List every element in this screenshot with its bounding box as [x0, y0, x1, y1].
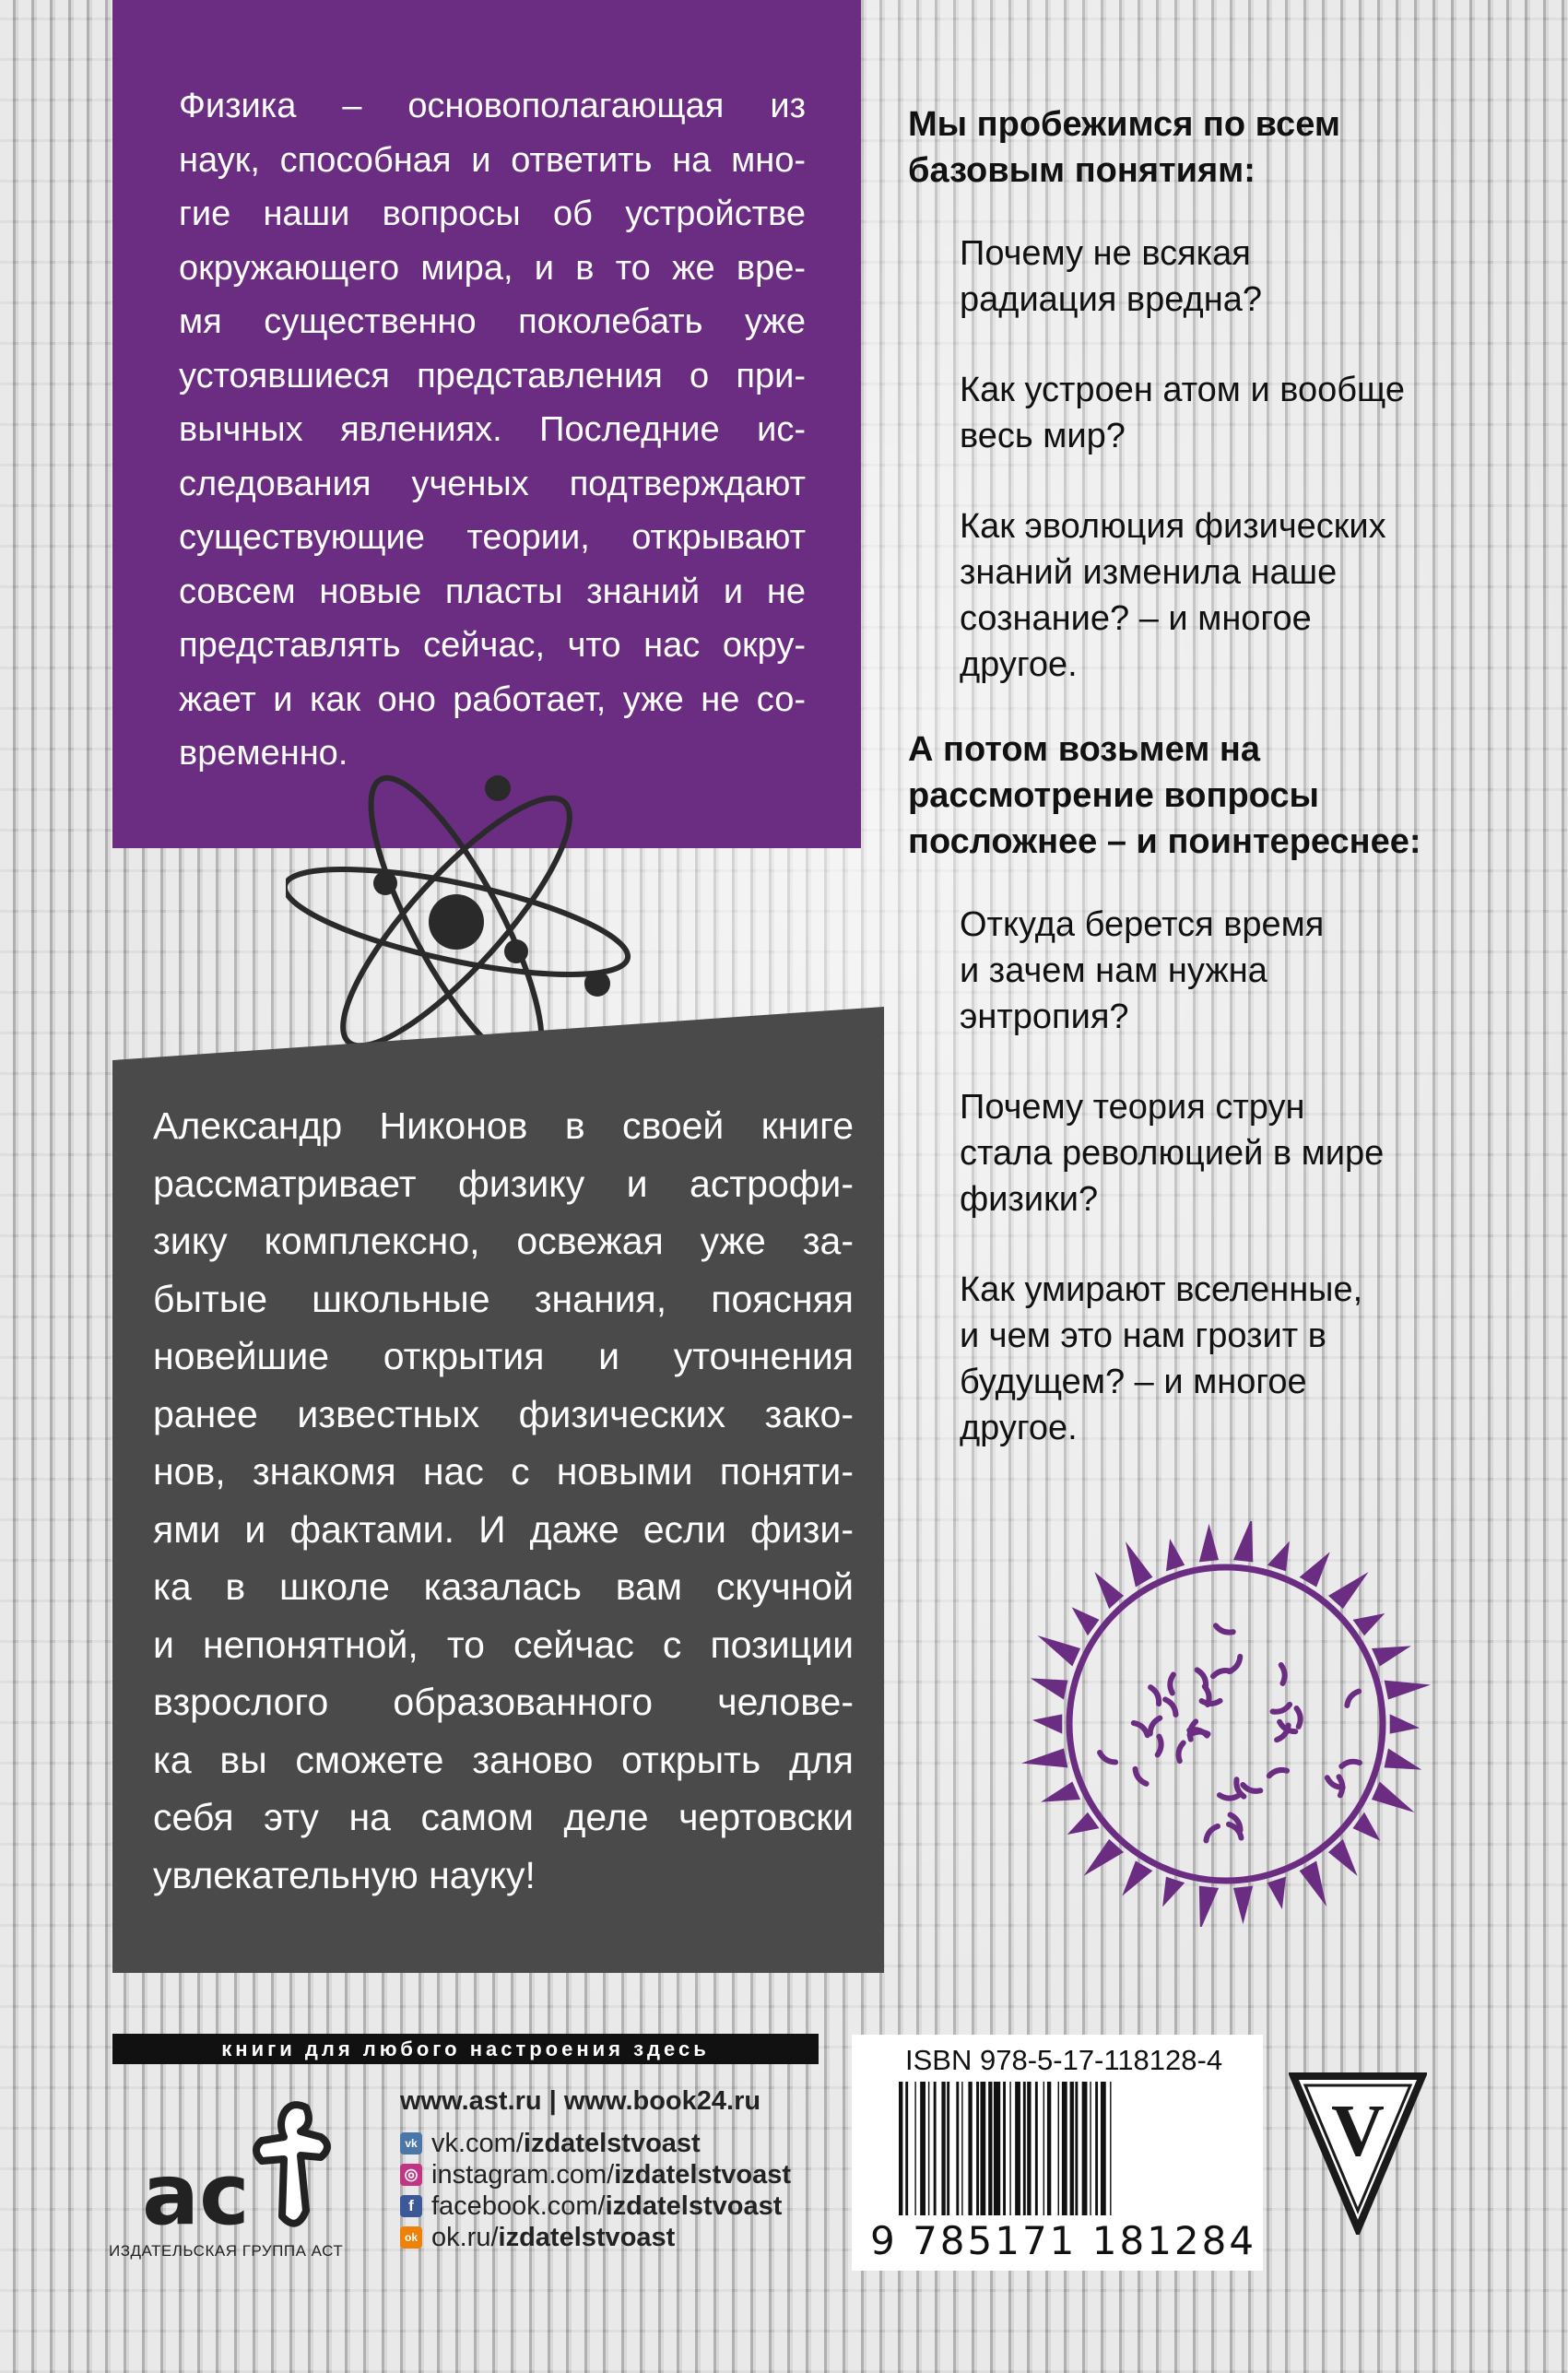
barcode-bar [1110, 2082, 1111, 2215]
barcode-bar [914, 2082, 915, 2215]
text-line: ка в школе казалась вам скучной [153, 1565, 854, 1608]
sun-squiggle [1100, 1753, 1115, 1762]
sun-ray [1300, 1552, 1330, 1587]
barcode-bar [1090, 2082, 1091, 2215]
sun-ray [1300, 1861, 1326, 1907]
sun-ray [1067, 1812, 1100, 1835]
text-line: вычных явлениях. Последние ис- [179, 410, 806, 449]
sun-ray [1032, 1714, 1062, 1733]
barcode-bar [1043, 2082, 1044, 2215]
social-link-handle: izdatelstvoast [523, 2129, 701, 2158]
barcode-bar [1047, 2082, 1051, 2215]
topics-heading-2: А потом возьмем на рассмотрение вопросы посложнее – и поинтереснее: [908, 730, 1421, 861]
isbn-number: ISBN 978-5-17-118128-4 [905, 2044, 1223, 2076]
text-line: представлять сейчас, что нас окру- [179, 626, 806, 665]
sun-ray [1267, 1541, 1290, 1572]
text-line: рассматривает физику и астрофи- [153, 1162, 854, 1205]
sun-ray [1233, 1521, 1253, 1562]
social-link[interactable] [400, 2159, 791, 2190]
text-line: наук, способная и ответить на мно- [179, 140, 806, 180]
barcode-icon [899, 2082, 1249, 2215]
text-line: ями и фактами. И даже если физи- [153, 1507, 854, 1551]
barcode-bar [994, 2082, 1000, 2215]
text-line: ранее известных физических зако- [153, 1392, 854, 1435]
sun-ray [1083, 1839, 1124, 1876]
question-item: Почему не всякая радиация вредна? [960, 234, 1262, 319]
sun-squiggle [1136, 1769, 1147, 1784]
barcode-bar [1027, 2082, 1031, 2215]
publisher-caption: ИЗДАТЕЛЬСКАЯ ГРУППА АСТ [109, 2242, 344, 2260]
barcode-bar [961, 2082, 962, 2215]
sun-squiggle [1273, 1705, 1291, 1712]
text-line: взрослого образованного челове- [153, 1681, 854, 1723]
text-line: окружающего мира, и в то же вре- [179, 248, 806, 288]
barcode-bar [905, 2082, 908, 2215]
topics-column [908, 101, 1553, 1495]
barcode-bar [1062, 2082, 1067, 2215]
sun-ray [1385, 1749, 1422, 1770]
sun-ray [1166, 1539, 1185, 1571]
vk-icon: vk [400, 2132, 422, 2155]
sun-squiggle [1150, 1718, 1161, 1734]
sun-squiggle [1178, 1742, 1183, 1761]
question-item: Как эволюция физических знаний изменила наше сознание? – и многое другое. [960, 507, 1386, 684]
atom-nucleus [429, 894, 484, 950]
sun-ray [1094, 1572, 1124, 1609]
barcode-bar [1035, 2082, 1038, 2215]
sun-ray [1372, 1646, 1411, 1666]
social-link-handle: izdatelstvoast [498, 2223, 676, 2252]
sun-ray [1199, 1524, 1219, 1563]
intro-paragraph [179, 79, 806, 781]
instagram-icon: ◎ [400, 2164, 422, 2186]
barcode-bar [956, 2082, 959, 2215]
barcode-bar [980, 2082, 985, 2215]
text-line: существующие теории, открывают [179, 518, 806, 557]
sun-ray [1385, 1681, 1431, 1700]
sun-squiggle [1158, 1737, 1161, 1755]
sun-ray [1021, 1749, 1067, 1768]
sun-squiggle [1269, 1770, 1287, 1776]
text-line: следования ученых подтверждают [179, 464, 806, 503]
barcode-bar [899, 2082, 902, 2215]
sun-squiggle [1134, 1723, 1148, 1735]
sun-ray [1037, 1635, 1080, 1667]
barcode-bar [1009, 2082, 1010, 2215]
sun-ray [1122, 1861, 1152, 1896]
sun-ray [1328, 1839, 1358, 1876]
text-line: увлекательную науку! [153, 1853, 536, 1896]
social-link[interactable] [400, 2222, 791, 2253]
text-line: и непонятной, то сейчас с позиции [153, 1623, 854, 1666]
question-item: Откуда берется время и зачем нам нужна энтропия? [960, 905, 1325, 1036]
text-line: Александр Никонов в своей книге [153, 1104, 854, 1147]
website-links[interactable]: www.ast.ru | www.book24.ru [400, 2086, 761, 2116]
sun-ray [1126, 1541, 1152, 1587]
social-link[interactable] [400, 2128, 791, 2159]
barcode-bar [934, 2082, 937, 2215]
sun-ray [1072, 1607, 1100, 1635]
barcode-bar [976, 2082, 979, 2215]
tagline-bar: книги для любого настроения здесь [112, 2034, 819, 2064]
barcode-bar [941, 2082, 945, 2215]
social-link-handle: izdatelstvoast [614, 2160, 792, 2190]
sun-squiggle [1347, 1692, 1359, 1706]
barcode-bar [1082, 2082, 1088, 2215]
ast-logo-text: ас [142, 2145, 250, 2244]
question-item: Как умирают вселенные, и чем это нам грозит в будущем? – и многое другое. [960, 1270, 1363, 1447]
question-item: Как устроен атом и вообще весь мир? [960, 371, 1406, 455]
barcode-bar [1003, 2082, 1006, 2215]
odnoklassniki-icon: ok [400, 2226, 422, 2249]
facebook-icon: f [400, 2195, 422, 2217]
topics-heading-1: Мы пробежимся по всем базовым понятиям: [908, 105, 1340, 190]
sun-squiggle [1341, 1762, 1360, 1766]
sun-squiggle [1213, 1671, 1231, 1676]
text-line: мя существенно поколебать уже [179, 302, 806, 341]
sun-squiggle [1216, 1625, 1233, 1632]
sun-squiggle [1220, 1795, 1238, 1798]
social-link-prefix: facebook.com/ [431, 2191, 606, 2221]
text-line: совсем новые пласты знаний и не [179, 572, 806, 611]
sun-ray [1352, 1613, 1385, 1635]
sun-squiggle [1297, 1708, 1301, 1727]
text-line: себя эту на самом деле чертовски [153, 1796, 854, 1838]
sun-ray [1041, 1782, 1080, 1802]
sun-ray [1328, 1572, 1369, 1609]
electron [485, 775, 511, 801]
sun-ray [1233, 1886, 1253, 1925]
barcode-bar [1023, 2082, 1026, 2215]
barcode-bar [1101, 2082, 1106, 2215]
author-paragraph [153, 1097, 854, 1904]
sun-ray [1390, 1714, 1420, 1733]
text-line: гие наши вопросы об устройстве [179, 195, 806, 233]
social-link-prefix: instagram.com/ [431, 2160, 615, 2190]
text-line: бытые школьные знания, поясняя [153, 1277, 854, 1320]
barcode-bar [920, 2082, 925, 2215]
sun-squiggle [1243, 1785, 1260, 1791]
barcode-bar [1075, 2082, 1078, 2215]
barcode-digits: 9 785171 181284 [870, 2218, 1257, 2263]
text-line: жает и как оно работает, уже не со- [179, 679, 806, 719]
electron [373, 871, 397, 895]
sun-ray [1267, 1877, 1286, 1909]
barcode-bar [928, 2082, 929, 2215]
barcode-bar [1095, 2082, 1098, 2215]
question-item: Почему теория струн стала революцией в мире физики? [960, 1088, 1385, 1219]
text-line: временно. [179, 734, 348, 773]
social-link-prefix: ok.ru/ [431, 2223, 499, 2252]
publisher-links [400, 2085, 791, 2253]
sun-ray [1199, 1886, 1219, 1927]
sun-ray [1031, 1678, 1068, 1699]
text-line: устоявшиеся представления о при- [179, 356, 806, 396]
electron [584, 971, 610, 997]
text-line: зику комплексно, освежая уже за- [153, 1220, 854, 1262]
sun-squiggle [1206, 1826, 1218, 1841]
barcode-bar [947, 2082, 949, 2215]
text-line: Физика – основополагающая из [179, 87, 806, 125]
sun-icon [1005, 1521, 1447, 1927]
barcode-bar [1058, 2082, 1059, 2215]
barcode-bar [968, 2082, 972, 2215]
text-line: новейшие открытия и уточнения [153, 1335, 854, 1377]
electron [504, 939, 528, 963]
barcode-bar [988, 2082, 992, 2215]
sun-ray [1372, 1782, 1415, 1813]
sun-squiggle [1281, 1665, 1285, 1683]
imprint-letter: V [1331, 2091, 1385, 2172]
sun-squiggle [1170, 1674, 1173, 1693]
barcode-bar [1070, 2082, 1074, 2215]
imprint-v-logo-icon [1289, 2071, 1427, 2235]
social-link-prefix: vk.com/ [431, 2129, 524, 2158]
text-line: нов, знакомя нас с новыми поняти- [153, 1450, 854, 1493]
sun-squiggle [1150, 1687, 1159, 1704]
social-link-handle: izdatelstvoast [605, 2191, 783, 2221]
social-link[interactable] [400, 2190, 791, 2222]
barcode-bar [1015, 2082, 1020, 2215]
text-line: ка вы сможете заново открыть для [153, 1738, 854, 1781]
sun-ray [1162, 1877, 1185, 1907]
sun-ray [1352, 1812, 1380, 1841]
sun-squiggle [1165, 1699, 1175, 1714]
